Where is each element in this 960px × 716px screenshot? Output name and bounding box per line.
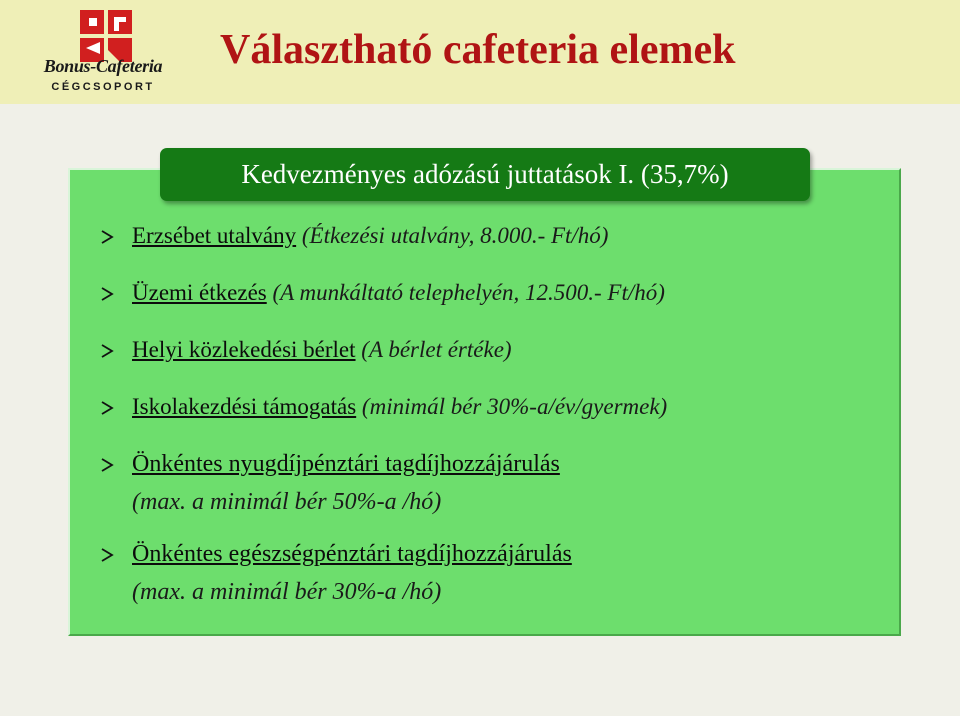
arrow-bullet-icon	[100, 229, 114, 245]
item-note: (Étkezési utalvány, 8.000.- Ft/hó)	[296, 223, 609, 248]
company-logo	[28, 8, 178, 100]
item-note: (max. a minimál bér 30%-a /hó)	[132, 579, 442, 605]
item-line	[132, 223, 608, 249]
item-line	[132, 394, 667, 420]
item-title: Erzsébet utalvány	[132, 223, 297, 248]
arrow-bullet-icon	[100, 343, 114, 359]
item-note: (max. a minimál bér 50%-a /hó)	[132, 489, 442, 515]
item-title: Iskolakezdési támogatás	[132, 394, 357, 419]
item-line	[132, 280, 665, 306]
banner-text: Kedvezményes adózású juttatások I. (35,7%)	[241, 159, 729, 189]
section-banner	[160, 148, 810, 201]
item-note: (A munkáltató telephelyén, 12.500.- Ft/hó)	[266, 280, 665, 305]
arrow-bullet-icon	[100, 400, 114, 416]
arrow-bullet-icon	[100, 286, 114, 302]
logo-name: Bonus-Cafeteria	[43, 56, 163, 76]
item-line	[132, 451, 560, 478]
page-title: Választható cafeteria elemek	[220, 27, 736, 73]
item-line	[132, 337, 512, 363]
item-title: Üzemi étkezés	[132, 280, 267, 305]
item-title: Önkéntes nyugdíjpénztári tagdíjhozzájárulás	[132, 451, 560, 477]
item-line	[132, 541, 572, 568]
arrow-bullet-icon	[100, 457, 114, 473]
item-note: (minimál bér 30%-a/év/gyermek)	[356, 394, 668, 419]
item-title: Önkéntes egészségpénztári tagdíjhozzájárulás	[132, 541, 572, 567]
item-title: Helyi közlekedési bérlet	[132, 337, 356, 362]
arrow-bullet-icon	[100, 547, 114, 563]
item-note: (A bérlet értéke)	[355, 337, 512, 362]
header-bar	[0, 0, 960, 104]
logo-group: CÉGCSOPORT	[51, 81, 155, 93]
